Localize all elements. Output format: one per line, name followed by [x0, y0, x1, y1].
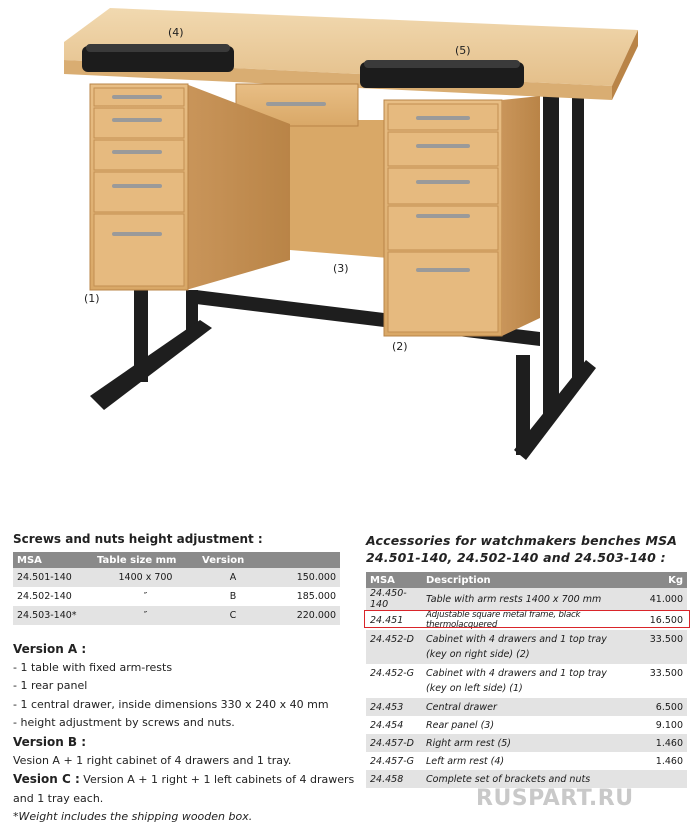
size-cell: ″	[93, 587, 198, 606]
height-adjustment-table	[13, 552, 340, 625]
table-header-row	[366, 572, 687, 588]
table-row	[366, 716, 687, 734]
version-a-heading: Version A :	[13, 642, 87, 656]
weight-cell: 185.000	[268, 587, 340, 606]
weight-note: *Weight includes the shipping wooden box.	[13, 810, 253, 824]
callout-3: (3)	[333, 262, 349, 275]
table-row	[366, 588, 687, 610]
weight-cell: 220.000	[268, 606, 340, 625]
weight-cell: 150.000	[268, 568, 340, 587]
accessories-table	[366, 572, 687, 788]
size-cell: 1400 x 700	[93, 568, 198, 587]
desc-line: (key on right side) (2)	[426, 649, 530, 660]
code-cell: 24.457-G	[366, 752, 422, 770]
left-arm-rest	[82, 44, 234, 72]
version-a-line: - 1 central drawer, inside dimensions 330 x 240 x 40 mm	[13, 697, 329, 711]
left-table-title: Screws and nuts height adjustment :	[13, 532, 263, 546]
rear-panel	[290, 120, 388, 258]
table-row	[366, 698, 687, 716]
desc-cell: Complete set of brackets and nuts	[422, 770, 635, 788]
callout-2: (2)	[392, 340, 408, 353]
accessories-title-line-1: Accessories for watchmakers benches MSA	[366, 533, 678, 548]
desc-line: (key on left side) (1)	[426, 683, 523, 694]
versions-description	[13, 640, 358, 827]
table-row	[13, 606, 340, 625]
col-header: Table size mm	[93, 552, 198, 568]
code-cell: 24.457-D	[366, 734, 422, 752]
msa-cell: 24.503-140*	[13, 606, 93, 625]
desc-cell	[422, 664, 635, 698]
code-cell: 24.450-140	[366, 588, 422, 610]
size-cell: ″	[93, 606, 198, 625]
version-cell: C	[198, 606, 268, 625]
col-header	[268, 552, 340, 568]
col-header: MSA	[366, 572, 422, 588]
kg-cell: 1.460	[635, 752, 687, 770]
left-cabinet	[90, 84, 290, 290]
col-header: Description	[422, 572, 635, 588]
watermark: RUSPART.RU	[476, 786, 634, 811]
table-header-row	[13, 552, 340, 568]
desc-cell	[422, 630, 635, 664]
version-c-heading: Vesion C :	[13, 772, 80, 787]
version-cell: B	[198, 587, 268, 606]
table-row	[366, 630, 687, 664]
version-c-block	[13, 770, 358, 808]
col-header: Version	[198, 552, 268, 568]
desc-cell: Left arm rest (4)	[422, 752, 635, 770]
kg-cell: 9.100	[635, 716, 687, 734]
desc-cell: Table with arm rests 1400 x 700 mm	[422, 588, 635, 610]
msa-cell: 24.502-140	[13, 587, 93, 606]
highlighted-row-frame	[364, 610, 690, 628]
code-cell: 24.452-D	[366, 630, 422, 664]
accessories-title	[366, 532, 696, 566]
col-header: MSA	[13, 552, 93, 568]
right-cabinet	[384, 96, 540, 336]
version-b-heading: Version B :	[13, 734, 87, 749]
kg-cell: 1.460	[635, 734, 687, 752]
col-header: Kg	[635, 572, 687, 588]
right-arm-rest	[360, 60, 524, 88]
kg-cell: 33.500	[635, 664, 687, 698]
kg-cell: 41.000	[635, 588, 687, 610]
code-cell: 24.452-G	[366, 664, 422, 698]
kg-cell: 16.500	[635, 610, 687, 630]
table-row	[366, 752, 687, 770]
kg-cell: 6.500	[635, 698, 687, 716]
table-row	[13, 587, 340, 606]
table-row	[366, 734, 687, 752]
version-b-line: Vesion A + 1 right cabinet of 4 drawers and 1 tray.	[13, 753, 292, 767]
desc-line: Cabinet with 4 drawers and 1 top tray	[426, 668, 607, 679]
code-cell: 24.454	[366, 716, 422, 734]
code-cell: 24.451	[366, 610, 422, 630]
desc-line: Cabinet with 4 drawers and 1 top tray	[426, 634, 607, 645]
desc-cell: Rear panel (3)	[422, 716, 635, 734]
accessories-title-line-2: 24.501-140, 24.502-140 and 24.503-140 :	[366, 550, 666, 565]
kg-cell: 33.500	[635, 630, 687, 664]
table-row	[366, 664, 687, 698]
desc-cell: Central drawer	[422, 698, 635, 716]
version-a-line: - height adjustment by screws and nuts.	[13, 716, 235, 730]
table-row	[13, 568, 340, 587]
version-cell: A	[198, 568, 268, 587]
code-cell: 24.458	[366, 770, 422, 788]
version-a-line: - 1 rear panel	[13, 679, 88, 693]
version-a-line: - 1 table with fixed arm-rests	[13, 660, 173, 674]
code-cell: 24.453	[366, 698, 422, 716]
version-c-line: Version A + 1 right + 1 left cabinets of 4 drawers and 1 tray each.	[13, 773, 355, 805]
kg-cell	[635, 770, 687, 788]
callout-1: (1)	[84, 292, 100, 305]
msa-cell: 24.501-140	[13, 568, 93, 587]
desc-cell: Adjustable square metal frame, black thermolacquered	[422, 610, 635, 630]
callout-5: (5)	[455, 44, 471, 57]
callout-4: (4)	[168, 26, 184, 39]
desc-cell: Right arm rest (5)	[422, 734, 635, 752]
